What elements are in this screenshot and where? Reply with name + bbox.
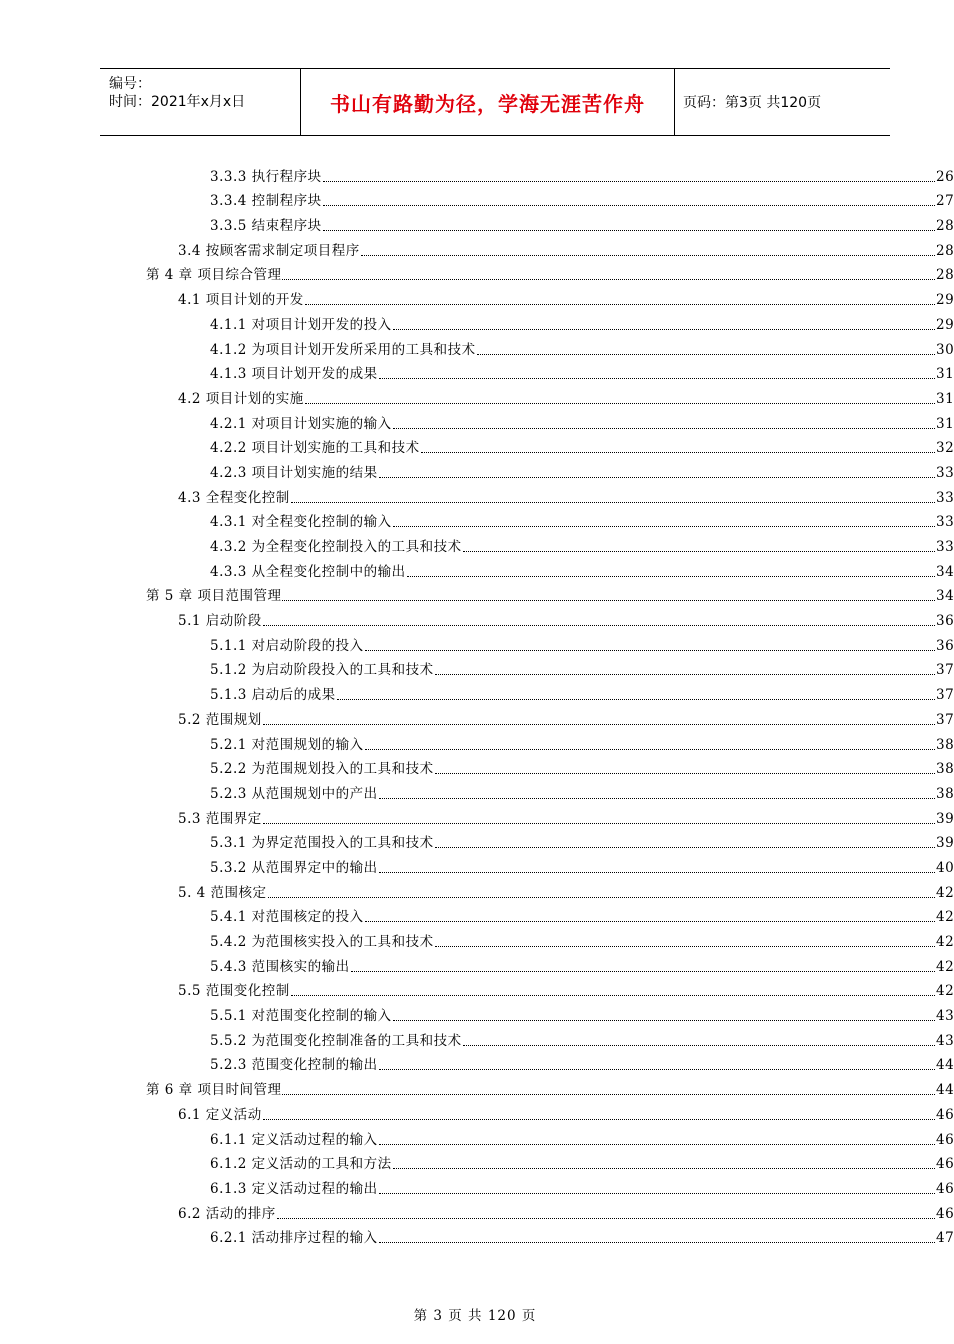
toc-entry[interactable] [0,1074,954,1099]
toc-entry[interactable] [0,556,954,581]
toc-entry-page: 31 [936,415,954,432]
toc-entry[interactable] [0,926,954,951]
toc-entry-title: 5. 4 范围核定 [178,884,267,901]
toc-entry-title: 4.2.1 对项目计划实施的输入 [210,415,392,432]
header-motto: 书山有路勤为径，学海无涯苦作舟 [301,69,675,135]
toc-dot-leader [393,1167,935,1169]
toc-dot-leader [351,970,935,972]
toc-entry-title: 4.2 项目计划的实施 [178,390,304,407]
toc-entry-title: 4.3.3 从全程变化控制中的输出 [210,563,406,580]
toc-dot-leader [305,303,935,305]
toc-dot-leader [435,673,935,675]
toc-dot-leader [282,278,935,280]
toc-entry[interactable] [0,1124,954,1149]
toc-entry[interactable] [0,630,954,655]
toc-entry-page: 28 [936,218,954,235]
toc-entry-title: 5.1.2 为启动阶段投入的工具和技术 [210,662,434,679]
toc-dot-leader [263,624,935,626]
toc-entry-title: 4.3.1 对全程变化控制的输入 [210,514,392,531]
toc-entry[interactable] [0,605,954,630]
toc-entry[interactable] [0,433,954,458]
toc-entry-page: 37 [936,711,954,728]
toc-entry-page: 28 [936,267,954,284]
document-time-label: 时间：2021年x月x日 [109,94,246,110]
toc-entry-title: 第 6 章 项目时间管理 [146,1082,282,1099]
toc-entry-page: 34 [936,563,954,580]
toc-dot-leader [393,427,935,429]
toc-dot-leader [291,501,935,503]
toc-entry-page: 42 [936,934,954,950]
toc-entry-title: 第 5 章 项目范围管理 [146,588,282,605]
toc-entry-title: 5.5.1 对范围变化控制的输入 [210,1008,392,1025]
toc-dot-leader [379,476,935,478]
document-number-label: 编号： [109,76,151,92]
toc-entry-title: 6.1 定义活动 [178,1106,262,1123]
toc-entry[interactable] [0,902,954,927]
toc-entry[interactable] [0,1149,954,1174]
toc-entry[interactable] [0,1198,954,1223]
toc-entry-page: 38 [936,785,954,802]
toc-entry-title: 5.4.1 对范围核定的投入 [210,909,364,926]
toc-dot-leader [365,748,935,750]
toc-dot-leader [379,1143,935,1145]
toc-entry-title: 5.2.1 对范围规划的输入 [210,736,364,753]
toc-entry-title: 6.1.1 定义活动过程的输入 [210,1131,378,1148]
toc-entry[interactable] [0,284,954,309]
toc-entry-page: 31 [936,390,954,407]
toc-dot-leader [393,1019,935,1021]
toc-entry[interactable] [0,408,954,433]
toc-entry-title: 5.3.1 为界定范围投入的工具和技术 [210,835,434,852]
toc-entry-page: 42 [936,884,954,901]
toc-entry-title: 5.5 范围变化控制 [178,983,290,1000]
toc-dot-leader [421,451,935,453]
toc-dot-leader [463,1044,935,1046]
page-footer: 第 3 页 共 120 页 [413,1308,537,1324]
toc-entry-title: 5.3 范围界定 [178,810,262,827]
toc-entry[interactable] [0,507,954,532]
toc-entry[interactable] [0,1099,954,1124]
toc-entry-page: 32 [936,440,954,457]
toc-entry-page: 34 [936,588,954,605]
page-header [100,68,890,136]
toc-entry-page: 42 [936,909,954,926]
toc-entry[interactable] [0,778,954,803]
toc-dot-leader [379,377,935,379]
toc-dot-leader [379,871,935,873]
toc-entry-title: 3.4 按顾客需求制定项目程序 [178,242,360,259]
toc-entry[interactable] [0,581,954,606]
header-page-info: 页码：第3页 共120页 [683,95,822,111]
toc-dot-leader [393,525,935,527]
toc-entry[interactable] [0,754,954,779]
toc-entry-page: 31 [936,366,954,383]
toc-entry-page: 39 [936,835,954,852]
toc-dot-leader [365,649,935,651]
toc-dot-leader [379,1192,935,1194]
toc-dot-leader [282,1093,935,1095]
toc-entry-page: 47 [936,1230,954,1247]
toc-entry-title: 4.2.2 项目计划实施的工具和技术 [210,440,420,457]
toc-dot-leader [323,204,935,206]
toc-entry-page: 44 [936,1082,954,1099]
toc-entry[interactable] [0,655,954,680]
toc-entry-page: 36 [936,637,954,654]
toc-entry[interactable] [0,531,954,556]
toc-entry[interactable] [0,877,954,902]
toc-dot-leader [291,994,935,996]
toc-entry-title: 5.2.3 从范围规划中的产出 [210,785,378,802]
toc-entry[interactable] [0,729,954,754]
toc-entry[interactable] [0,1050,954,1075]
toc-entry[interactable] [0,186,954,211]
toc-dot-leader [263,723,935,725]
toc-entry-page: 46 [936,1156,954,1173]
toc-entry[interactable] [0,161,954,186]
toc-entry-title: 4.3.2 为全程变化控制投入的工具和技术 [210,539,462,555]
toc-entry-page: 27 [936,193,954,210]
toc-entry[interactable] [0,457,954,482]
toc-entry-title: 5.2 范围规划 [178,711,262,728]
toc-dot-leader [393,328,935,330]
toc-dot-leader [379,1068,935,1070]
toc-dot-leader [277,1217,935,1219]
toc-entry-page: 46 [936,1205,954,1222]
toc-entry[interactable] [0,260,954,285]
toc-entry-title: 4.1.2 为项目计划开发所采用的工具和技术 [210,341,476,358]
toc-entry-title: 5.3.2 从范围界定中的输出 [210,859,378,876]
toc-entry[interactable] [0,210,954,235]
toc-entry-page: 44 [936,1057,954,1074]
toc-entry[interactable] [0,704,954,729]
toc-dot-leader [477,353,935,355]
toc-dot-leader [337,698,935,700]
toc-entry-title: 5.4.2 为范围核实投入的工具和技术 [210,934,434,950]
toc-entry[interactable] [0,235,954,260]
toc-dot-leader [435,846,935,848]
toc-dot-leader [435,945,935,947]
toc-entry-page: 33 [936,539,954,555]
toc-entry[interactable] [0,976,954,1001]
toc-entry-page: 43 [936,1032,954,1049]
toc-dot-leader [268,896,935,898]
toc-entry-page: 26 [936,168,954,185]
toc-entry-page: 33 [936,464,954,481]
toc-entry[interactable] [0,1025,954,1050]
toc-entry-page: 30 [936,341,954,358]
toc-entry-title: 4.2.3 项目计划实施的结果 [210,464,378,481]
toc-entry-title: 4.1 项目计划的开发 [178,292,304,309]
toc-entry-page: 43 [936,1008,954,1025]
toc-dot-leader [379,1241,935,1243]
header-meta [100,69,301,135]
toc-entry-page: 37 [936,687,954,704]
toc-entry-title: 5.1.1 对启动阶段的投入 [210,637,364,654]
toc-dot-leader [323,229,935,231]
toc-dot-leader [305,402,935,404]
toc-entry-title: 6.2 活动的排序 [178,1205,276,1222]
toc-entry[interactable] [0,828,954,853]
toc-entry[interactable] [0,482,954,507]
toc-entry-title: 5.1.3 启动后的成果 [210,687,336,704]
toc-entry[interactable] [0,679,954,704]
toc-dot-leader [263,822,935,824]
toc-dot-leader [361,254,935,256]
toc-entry[interactable] [0,383,954,408]
toc-entry-page: 39 [936,810,954,827]
toc-entry[interactable] [0,852,954,877]
toc-entry-title: 3.3.3 执行程序块 [210,168,322,185]
toc-entry[interactable] [0,1223,954,1248]
toc-entry-title: 4.1.3 项目计划开发的成果 [210,366,378,383]
toc-entry-title: 3.3.4 控制程序块 [210,193,322,210]
toc-entry-page: 37 [936,662,954,679]
toc-entry-title: 4.3 全程变化控制 [178,489,290,506]
toc-dot-leader [379,797,935,799]
toc-entry-page: 33 [936,489,954,506]
toc-entry-title: 5.1 启动阶段 [178,613,262,630]
toc-entry-title: 6.1.2 定义活动的工具和方法 [210,1156,392,1173]
toc-dot-leader [365,920,935,922]
toc-entry-page: 29 [936,316,954,333]
toc-entry-page: 46 [936,1106,954,1123]
toc-entry[interactable] [0,334,954,359]
toc-entry-title: 3.3.5 结束程序块 [210,218,322,235]
toc-entry-title: 4.1.1 对项目计划开发的投入 [210,316,392,333]
toc-entry-page: 42 [936,958,954,975]
toc-entry-page: 33 [936,514,954,531]
toc-dot-leader [282,599,935,601]
toc-entry-page: 40 [936,859,954,876]
toc-entry[interactable] [0,359,954,384]
toc-entry[interactable] [0,1173,954,1198]
toc-entry-title: 5.4.3 范围核实的输出 [210,958,350,975]
toc-dot-leader [463,550,935,552]
toc-entry[interactable] [0,951,954,976]
toc-entry-page: 46 [936,1131,954,1148]
toc-entry-page: 46 [936,1180,954,1197]
toc-entry-page: 42 [936,983,954,1000]
toc-dot-leader [407,575,935,577]
toc-entry-page: 29 [936,292,954,309]
toc-entry[interactable] [0,309,954,334]
toc-entry-page: 38 [936,736,954,753]
toc-entry-page: 36 [936,613,954,630]
toc-dot-leader [435,772,935,774]
toc-dot-leader [263,1118,935,1120]
toc-entry-title: 5.5.2 为范围变化控制准备的工具和技术 [210,1032,462,1049]
toc-entry[interactable] [0,1000,954,1025]
toc-entry-title: 6.2.1 活动排序过程的输入 [210,1230,378,1247]
toc-entry-title: 第 4 章 项目综合管理 [146,267,282,284]
toc-entry-title: 5.2.3 范围变化控制的输出 [210,1057,378,1074]
toc-dot-leader [323,180,935,182]
table-of-contents [0,161,954,1247]
toc-entry-page: 38 [936,761,954,778]
toc-entry[interactable] [0,803,954,828]
toc-entry-title: 5.2.2 为范围规划投入的工具和技术 [210,761,434,778]
toc-entry-title: 6.1.3 定义活动过程的输出 [210,1180,378,1197]
toc-entry-page: 28 [936,242,954,259]
